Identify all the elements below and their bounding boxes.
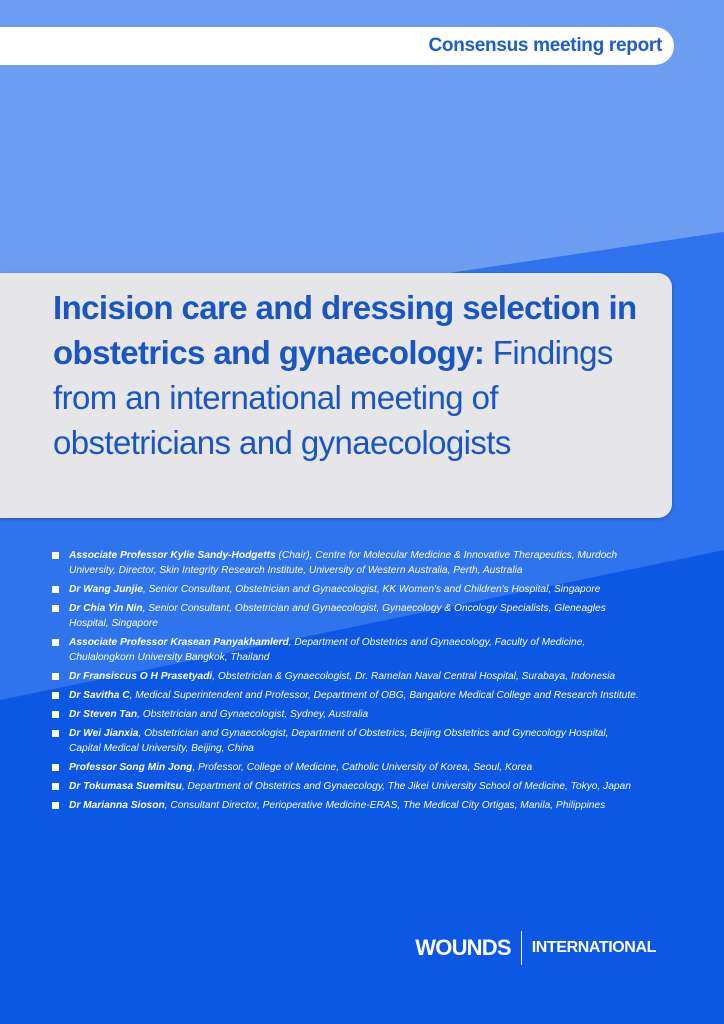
author-name: Dr Savitha C xyxy=(69,690,130,701)
author-name: Dr Chia Yin Nin xyxy=(69,603,143,614)
square-bullet-icon xyxy=(52,586,59,593)
author-item xyxy=(52,582,642,597)
author-item xyxy=(52,707,642,722)
document-title xyxy=(53,285,672,465)
logo-word-wounds: WOUNDS xyxy=(415,935,511,960)
square-bullet-icon xyxy=(52,764,59,771)
author-name: Professor Song Min Jong xyxy=(69,762,193,773)
author-item xyxy=(52,779,642,794)
author-item xyxy=(52,726,642,756)
title-regular-part: Findings from an international meeting of obstetricians and gynaecologists xyxy=(53,334,613,461)
author-name: Associate Professor Kylie Sandy-Hodgetts xyxy=(69,550,276,561)
author-name: Dr Tokumasa Suemitsu xyxy=(69,781,182,792)
square-bullet-icon xyxy=(52,730,59,737)
author-detail: , Obstetrician & Gynaecologist, Dr. Ramelan Naval Central Hospital, Surabaya, Indonesia xyxy=(212,671,616,682)
author-name: Dr Marianna Sioson xyxy=(69,800,165,811)
square-bullet-icon xyxy=(52,783,59,790)
author-detail: , Department of Obstetrics and Gynaecology, The Jikei University School of Medicine, Tokyo, Japan xyxy=(181,781,631,792)
author-item xyxy=(52,548,642,578)
author-item xyxy=(52,635,642,665)
square-bullet-icon xyxy=(52,673,59,680)
author-name: Dr Fransiscus O H Prasetyadi xyxy=(69,671,213,682)
author-detail: , Medical Superintendent and Professor, Department of OBG, Bangalore Medical College and Research Institute. xyxy=(129,690,639,701)
wounds-international-logo xyxy=(415,930,656,966)
author-name: Dr Wang Junjie xyxy=(69,584,143,595)
author-name: Dr Wei Jianxia xyxy=(69,728,139,739)
report-type-label: Consensus meeting report xyxy=(428,35,662,56)
square-bullet-icon xyxy=(52,802,59,809)
author-item xyxy=(52,798,642,813)
author-detail: , Consultant Director, Perioperative Medicine-ERAS, The Medical City Ortigas, Manila, Philippines xyxy=(164,800,606,811)
author-detail: , Department of Obstetrics and Gynaecology, Faculty of Medicine, Chulalongkorn University Bangkok, Thailand xyxy=(69,637,586,663)
author-name: Associate Professor Krasean Panyakhamlerd xyxy=(69,637,289,648)
square-bullet-icon xyxy=(52,639,59,646)
author-item xyxy=(52,760,642,775)
square-bullet-icon xyxy=(52,711,59,718)
author-name: Dr Steven Tan xyxy=(69,709,138,720)
square-bullet-icon xyxy=(52,605,59,612)
report-type-tab xyxy=(0,27,674,65)
square-bullet-icon xyxy=(52,692,59,699)
logo-word-international: INTERNATIONAL xyxy=(531,939,656,956)
logo-divider xyxy=(521,931,522,965)
author-detail: , Obstetrician and Gynaecologist, Sydney, Australia xyxy=(137,709,369,720)
author-detail: , Senior Consultant, Obstetrician and Gynaecologist, Gynaecology & Oncology Specialists, Gleneagles Hospital, Singapore xyxy=(69,603,606,629)
author-detail: , Senior Consultant, Obstetrician and Gynaecologist, KK Women's and Children's Hospital, Singapore xyxy=(142,584,601,595)
square-bullet-icon xyxy=(52,552,59,559)
author-item xyxy=(52,688,642,703)
author-list xyxy=(52,548,642,817)
author-detail: , Professor, College of Medicine, Catholic University of Korea, Seoul, Korea xyxy=(192,762,533,773)
title-box xyxy=(0,273,672,518)
author-item xyxy=(52,601,642,631)
author-item xyxy=(52,669,642,684)
author-detail: (Chair), Centre for Molecular Medicine & Innovative Therapeutics, Murdoch University, Director, Skin Integrity Research Institute, University of Western Australia, Perth, Australia xyxy=(69,550,618,576)
title-bold-part: Incision care and dressing selection in obstetrics and gynaecology: xyxy=(53,289,637,371)
author-detail: , Obstetrician and Gynaecologist, Department of Obstetrics, Beijing Obstetrics and Gynecology Hospital, Capital Medical University, Beijing, China xyxy=(69,728,609,754)
